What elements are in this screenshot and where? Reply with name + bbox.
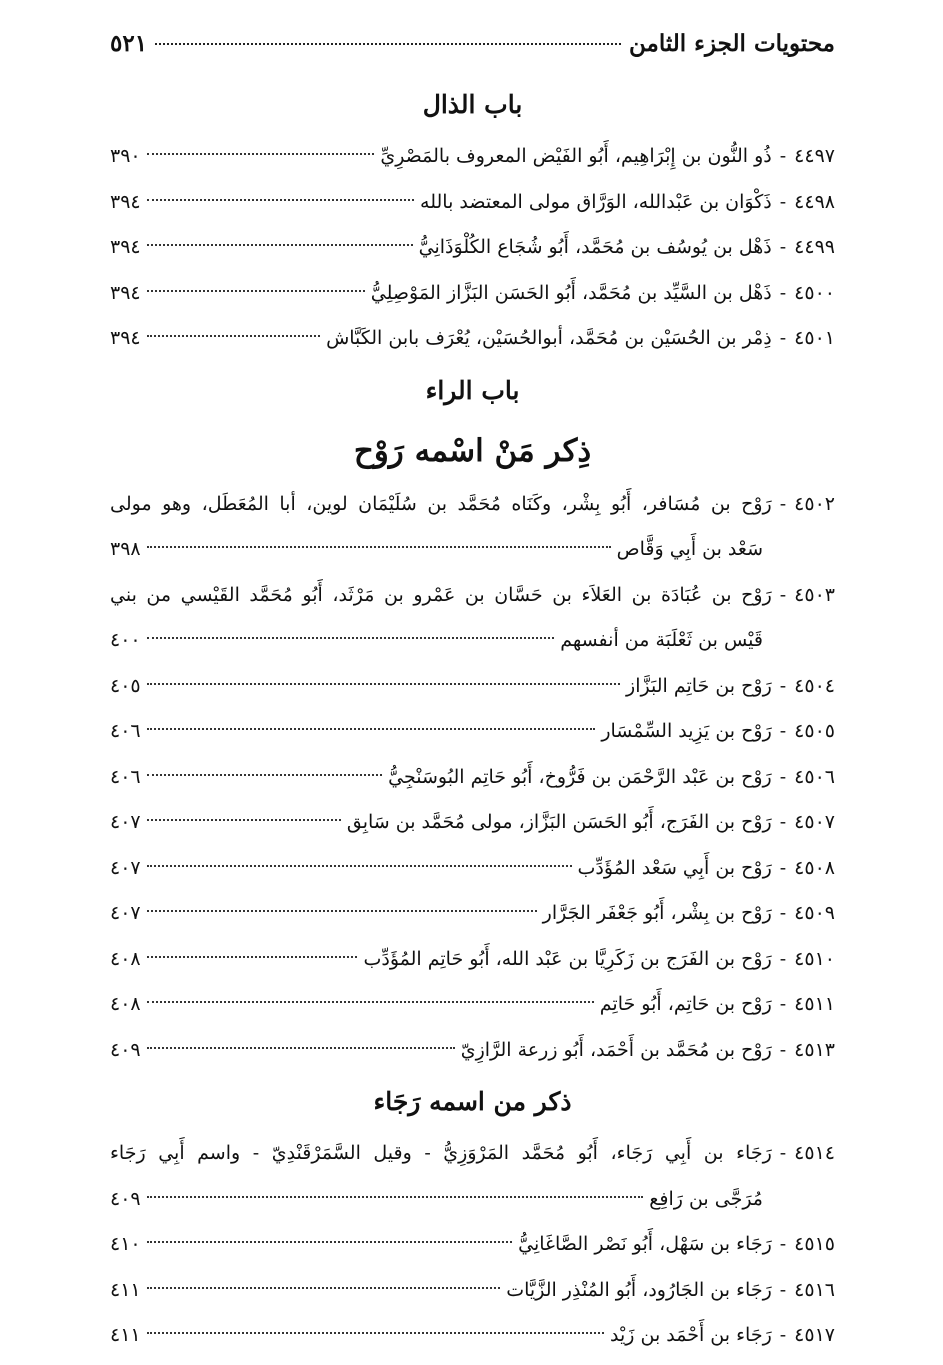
leader-dots [147, 683, 620, 685]
entry-page: ٣٩٤ [110, 190, 141, 213]
entry-title: رَوْح بن يَزِيد السِّمْسَار [601, 720, 772, 742]
leader-dots [147, 1241, 513, 1243]
entry-dash: - [779, 720, 787, 742]
running-header-title: محتويات الجزء الثامن [629, 30, 835, 57]
entry-number: ٤٥٠٠ [794, 281, 835, 304]
toc-entry [110, 1313, 835, 1359]
entry-number: ٤٤٩٧ [794, 145, 835, 167]
entry-dash: - [779, 145, 787, 167]
toc-entry [110, 891, 835, 937]
entry-number: ٤٥٠١ [794, 327, 835, 349]
entry-title: رَوْح بن عَبْد الرَّحْمَن بن فَرُّوخ، أَبُو حَاتِم البُوسَنْجِيُّ [388, 765, 772, 788]
entry-title: رَجَاء بن سَهْل، أَبُو نَصْر الصَّاغَانِيُّ [518, 1233, 772, 1255]
leader-dots [147, 153, 375, 155]
entry-page: ٤٠٧ [110, 856, 141, 879]
leader-dots [147, 728, 596, 730]
entry-dash: - [779, 236, 787, 258]
leader-dots [147, 819, 341, 821]
leader-dots [147, 1287, 501, 1289]
leader-dots [147, 1196, 644, 1198]
leader-dots [147, 546, 611, 548]
entry-number: ٤٥١٥ [794, 1233, 835, 1255]
entry-page: ٣٩٨ [110, 538, 141, 560]
leader-dots [147, 1332, 604, 1334]
toc-entry [110, 709, 835, 755]
entry-title: ذَهْل بن يُوسُف بن مُحَمَّد، أَبُو شُجَاع الكُلْوَذَانِيُّ [418, 236, 772, 258]
leader-dots [155, 43, 621, 45]
leader-dots [147, 956, 358, 958]
toc-entry [110, 134, 835, 180]
entry-title: ذَكْوَان بن عَبْدالله، الوَرَّاق مولى المعتضد بالله [420, 190, 772, 213]
entry-dash: - [779, 1278, 787, 1301]
entry-number: ٤٤٩٩ [794, 236, 835, 258]
entry-title: رَوْح بن حَاتِم، أَبُو حَاتِم [599, 993, 772, 1015]
entry-page: ٤٠٩ [110, 1038, 141, 1061]
entry-dash: - [779, 811, 787, 833]
section-heading-raja: ذكر من اسمه رَجَاء [373, 1087, 572, 1116]
entry-title: رَوْح بن عُبَادَة بن العَلاَء بن حَسَّان بن عَمْرو بن مَرْثَد، أَبُو مُحَمَّد القَيْسي من بني [110, 583, 772, 606]
entry-page: ٤١١ [110, 1278, 141, 1301]
leader-dots [147, 637, 555, 639]
toc-entry [110, 982, 835, 1028]
entry-page: ٤٠٩ [110, 1187, 141, 1210]
entry-number: ٤٥٠٤ [794, 674, 835, 697]
entry-dash: - [779, 765, 787, 788]
toc-entry [110, 846, 835, 892]
entry-title: رَوْح بن مُسَافر، أَبُو بِشْر، وكَنَاه مُحَمَّد بن سُلَيْمَان لوين، أبا المُعَطَل، وهو مولى [110, 492, 772, 515]
entry-title-continuation: مُرَجَّى بن رَافِع [649, 1187, 763, 1210]
entry-page: ٤٠٥ [110, 674, 141, 697]
entry-page: ٣٩٤ [110, 281, 141, 304]
entry-number: ٤٥٠٧ [794, 811, 835, 833]
toc-entry-first-line [110, 1131, 835, 1177]
toc-entry [110, 664, 835, 710]
toc-entry-continuation [110, 527, 835, 573]
entry-page: ٣٩٤ [110, 327, 141, 349]
entry-title-continuation: قَيْس بن ثَعْلَبَة من أنفسهم [560, 629, 763, 651]
entry-number: ٤٥١٣ [794, 1038, 835, 1061]
entry-title: رَوْح بن الفَرَج بن زَكَرِيَّا بن عَبْد الله، أَبُو حَاتِم المُؤَدِّب [363, 947, 772, 970]
running-header [110, 30, 835, 76]
entry-dash: - [779, 281, 787, 304]
entry-dash: - [779, 902, 787, 924]
leader-dots [147, 1047, 455, 1049]
entry-page: ٣٩٤ [110, 236, 141, 258]
leader-dots [147, 244, 413, 246]
entry-number: ٤٥٠٦ [794, 765, 835, 788]
entry-dash: - [779, 492, 787, 515]
entry-number: ٤٥١١ [794, 993, 835, 1015]
toc-entry [110, 937, 835, 983]
entry-number: ٤٥٠٣ [794, 583, 835, 606]
entry-title: رَجَاء بن أَحْمَد بن زَيْد [610, 1324, 772, 1346]
entry-page: ٤٠٨ [110, 993, 141, 1015]
toc-entry [110, 271, 835, 317]
entry-dash: - [779, 674, 787, 697]
entry-dash: - [779, 856, 787, 879]
entry-number: ٤٥١٧ [794, 1324, 835, 1346]
leader-dots [147, 910, 537, 912]
toc-entry [110, 800, 835, 846]
entry-title: رَجَاء بن أَبِي رَجَاء، أَبُو مُحَمَّد المَرْوَزِيُّ - وقيل السَّمَرْقَنْدِيّ - واسم أَبِي رَجَاء [110, 1142, 772, 1164]
entry-page: ٤٠٧ [110, 902, 141, 924]
toc-entry [110, 316, 835, 362]
entry-title: ذِمْر بن الحُسَيْن بن مُحَمَّد، أبوالحُسَيْن، يُعْرَف بابن الكَبَّاش [326, 327, 772, 349]
entry-title: ذَهْل بن السَّيِّد بن مُحَمَّد، أَبُو الحَسَن البَزَّاز المَوْصِلِيُّ [370, 281, 772, 304]
entry-title-continuation: سَعْد بن أَبِي وَقَّاص [616, 538, 763, 560]
entry-title: رَوْح بن بِشْر، أَبُو جَعْفَر الجَرَّار [542, 902, 772, 924]
entry-page: ٤١١ [110, 1324, 141, 1346]
entry-page: ٤١٠ [110, 1233, 141, 1255]
toc-entry [110, 1028, 835, 1074]
section-heading-rawh: ذِكر مَنْ اسْمه رَوْح [353, 432, 592, 469]
entry-page: ٤٠٠ [110, 629, 141, 651]
entry-dash: - [779, 583, 787, 606]
entry-dash: - [779, 1324, 787, 1346]
toc-entry-continuation [110, 618, 835, 664]
entry-title: ذُو النُّون بن إِبْرَاهِيم، أَبُو الفَيْض المعروف بالمَصْرِيِّ [380, 145, 772, 167]
leader-dots [147, 290, 365, 292]
toc-entry [110, 225, 835, 271]
entry-title: رَجَاء بن الجَارُود، أَبُو المُنْذِر الزَّيَّات [506, 1278, 772, 1301]
section-heading-ra: باب الراء [425, 375, 520, 405]
entry-dash: - [779, 1038, 787, 1061]
page-number: ٥٢١ [110, 30, 148, 57]
leader-dots [147, 335, 320, 337]
toc-entry-continuation [110, 1177, 835, 1223]
entry-number: ٤٥٠٨ [794, 856, 835, 879]
entry-number: ٤٥١٦ [794, 1278, 835, 1301]
entry-page: ٤٠٨ [110, 947, 141, 970]
contents-page [110, 30, 835, 1359]
toc-entry-first-line [110, 482, 835, 528]
toc-entry [110, 180, 835, 226]
entry-title: رَوْح بن مُحَمَّد بن أَحْمَد، أَبُو زرعة الرَّازِيّ [460, 1038, 772, 1061]
section-heading-dhal: باب الذال [422, 90, 523, 119]
entry-number: ٤٥١٤ [794, 1142, 835, 1164]
toc-entry [110, 1222, 835, 1268]
leader-dots [147, 865, 572, 867]
leader-dots [147, 1001, 594, 1003]
entry-page: ٤٠٧ [110, 811, 141, 833]
toc-entry [110, 1268, 835, 1314]
entry-page: ٤٠٦ [110, 765, 141, 788]
entry-title: رَوْح بن حَاتِم البَزَّاز [626, 674, 772, 697]
entry-number: ٤٥٠٢ [794, 492, 835, 515]
entry-dash: - [779, 1233, 787, 1255]
entry-dash: - [779, 993, 787, 1015]
entry-number: ٤٥١٠ [794, 947, 835, 970]
entry-dash: - [779, 190, 787, 213]
entry-title: رَوْح بن أَبِي سَعْد المُؤَدِّب [577, 856, 772, 879]
entry-dash: - [779, 327, 787, 349]
toc-entry [110, 755, 835, 801]
entry-number: ٤٤٩٨ [794, 190, 835, 213]
toc-entry-first-line [110, 573, 835, 619]
entry-number: ٤٥٠٥ [794, 720, 835, 742]
entry-number: ٤٥٠٩ [794, 902, 835, 924]
leader-dots [147, 774, 383, 776]
entry-dash: - [779, 1142, 787, 1164]
entry-page: ٤٠٦ [110, 720, 141, 742]
entry-title: رَوْح بن الفَرَج، أَبُو الحَسَن البَزَّاز، مولى مُحَمَّد بن سَابِق [346, 811, 772, 833]
entry-page: ٣٩٠ [110, 145, 141, 167]
entry-dash: - [779, 947, 787, 970]
leader-dots [147, 199, 414, 201]
